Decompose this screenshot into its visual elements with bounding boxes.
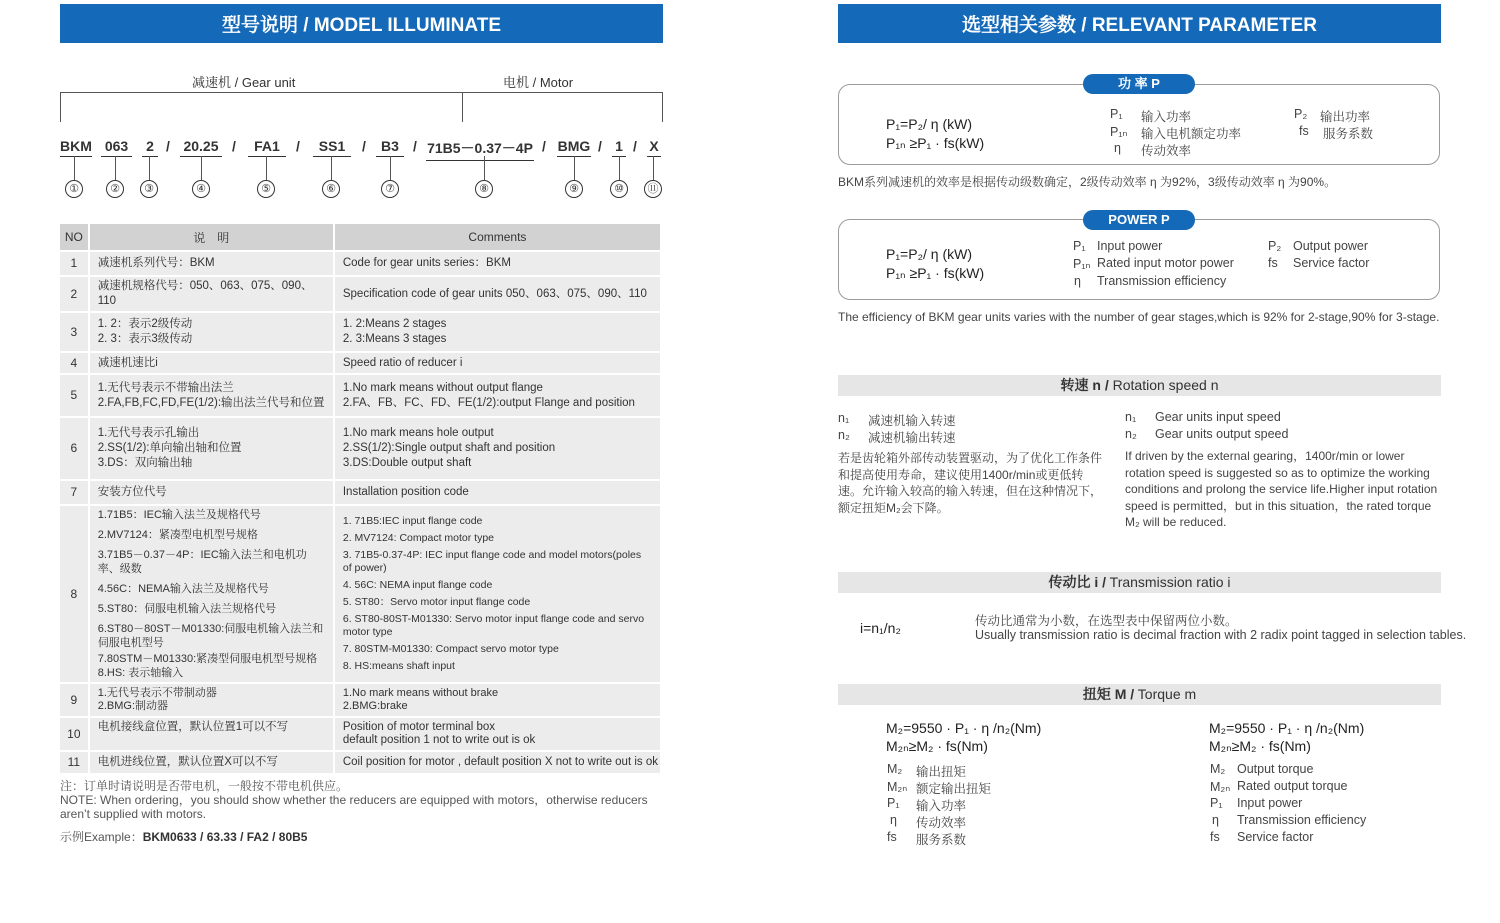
power-en-note: The efficiency of BKM gear units varies with the number of gear stages,which is 92% for 2-stage,90% for 3-stage. — [838, 310, 1440, 324]
row-cn: 1.71B5：IEC输入法兰及规格代号 2.MV7124：紧凑型电机型号规格 3.71B5－0.37－4P：IEC输入法兰和电机功率、级数 4.56C：NEMA输入法兰及规格代号 5.ST80：伺服电机输入法兰规格代号 6.ST80－80ST－M01330:伺服电机输入法兰和伺服电机型号 7.80STM－M01330:紧凑型伺服电机型号规格 8.HS: 表示轴输入 — [90, 506, 335, 684]
code-separator: / — [413, 138, 417, 154]
def-symbol: P₁ — [1210, 796, 1223, 810]
def-symbol: fs — [1268, 256, 1278, 270]
power-formula: P₁=P₂/ η (kW) — [886, 116, 973, 132]
def-text: 输出扭矩 — [916, 765, 967, 779]
row-no: 3 — [60, 313, 90, 353]
def-symbol: M₂ₙ — [1210, 780, 1231, 794]
code-separator: / — [542, 138, 546, 154]
def-symbol: M₂ — [1210, 762, 1226, 776]
motor-label: 电机 / Motor — [503, 75, 574, 90]
circled-number: ⑧ — [475, 180, 493, 198]
circled-number: ⑩ — [610, 180, 628, 198]
row-no: 9 — [60, 684, 90, 718]
power-formula: P₁ₙ ≥P₁ · fs(kW) — [886, 265, 985, 281]
row-cn: 安装方位代号 — [90, 481, 335, 506]
row-no: 5 — [60, 375, 90, 418]
def-text: 服务系数 — [916, 833, 967, 847]
table-row — [60, 252, 662, 277]
row-no: 4 — [60, 353, 90, 375]
def-symbol: M₂ — [887, 762, 903, 776]
def-text: Rated output torque — [1237, 779, 1348, 793]
power-formula: P₁ₙ ≥P₁ · fs(kW) — [886, 135, 985, 151]
def-text: Service factor — [1293, 256, 1370, 270]
code-segment: 71B5－0.37－4P — [426, 138, 534, 161]
def-symbol: n₂ — [838, 428, 850, 442]
code-separator: / — [362, 138, 366, 154]
rotation-speed-header: 转速 n / Rotation speed n — [838, 375, 1441, 396]
def-text: Output torque — [1237, 762, 1314, 776]
header-no: NO — [60, 224, 90, 252]
example-line — [60, 828, 307, 845]
def-text: 减速机输入转速 — [868, 414, 956, 428]
def-symbol: P₁ — [1073, 239, 1086, 253]
row-en: Speed ratio of reducer i — [335, 353, 662, 375]
code-separator: / — [232, 138, 236, 154]
row-cn: 1.无代号表示孔输出 2.SS(1/2):单向输出轴和位置 3.DS：双向输出轴 — [90, 418, 335, 481]
def-symbol: P₂ — [1268, 239, 1282, 253]
circled-number: ⑪ — [644, 180, 662, 198]
gear-unit-bracket — [60, 92, 463, 122]
row-no: 10 — [60, 718, 90, 752]
def-symbol: fs — [1210, 830, 1220, 844]
banner-title: 型号说明 / MODEL ILLUMINATE — [221, 15, 501, 36]
code-segment: B3 — [376, 138, 404, 157]
table-row — [60, 481, 662, 506]
def-text: 输出功率 — [1320, 110, 1371, 124]
model-illuminate-banner — [60, 4, 663, 43]
def-text: Output power — [1293, 239, 1369, 253]
def-text: Input power — [1097, 239, 1163, 253]
table-row — [60, 375, 662, 418]
header-en: Comments — [335, 224, 662, 252]
def-text: 额定输出扭矩 — [916, 782, 992, 796]
table-row — [60, 718, 662, 752]
code-segment: X — [647, 138, 661, 157]
torque-formula: M₂ₙ≥M₂ · fs(Nm) — [886, 738, 988, 754]
row-no: 2 — [60, 277, 90, 313]
note-en: NOTE: When ordering，you should show whether the reducers are equipped with motors，otherwise reducers aren’t supplied with motors. — [60, 793, 648, 821]
row-cn: 电机进线位置，默认位置X可以不写 — [90, 752, 335, 775]
def-symbol: n₂ — [1125, 427, 1137, 441]
row-no: 6 — [60, 418, 90, 481]
row-no: 7 — [60, 481, 90, 506]
table-row — [60, 353, 662, 375]
speed-paragraph-cn: 若是齿轮箱外部传动装置驱动，为了优化工作条件和提高使用寿命，建议使用1400r/min或更低转速。允许输入较高的输入转速，但在这种情况下，额定扭矩M₂会下降。 — [838, 451, 1103, 515]
row-no: 8 — [60, 506, 90, 684]
circled-number: ② — [106, 180, 124, 198]
code-segment: 1 — [612, 138, 626, 157]
def-symbol: fs — [887, 830, 897, 844]
code-segment: BMG — [557, 138, 591, 157]
row-cn: 1.无代号表示不带输出法兰 2.FA,FB,FC,FD,FE(1/2):输出法兰代号和位置 — [90, 375, 335, 418]
row-en: 1.No mark means without brake 2.BMG:brake — [335, 684, 662, 718]
def-symbol: P₁ₙ — [1110, 125, 1128, 139]
def-symbol: η — [1074, 274, 1081, 288]
row-cn: 1. 2：表示2级传动 2. 3：表示3级传动 — [90, 313, 335, 353]
code-separator: / — [633, 138, 637, 154]
code-segment: FA1 — [248, 138, 286, 157]
row-cn: 减速机速比i — [90, 353, 335, 375]
def-text: Transmission efficiency — [1097, 274, 1227, 288]
ratio-text-cn: 传动比通常为小数，在选型表中保留两位小数。 — [975, 614, 1238, 628]
table-header-row — [60, 224, 662, 252]
power-formula: P₁=P₂/ η (kW) — [886, 246, 973, 262]
row-en: Position of motor terminal box default position 1 not to write out is ok — [335, 718, 662, 752]
def-text: Gear units output speed — [1155, 427, 1289, 441]
row-en: Specification code of gear units 050、063、075、090、110 — [335, 277, 662, 313]
transmission-ratio-header: 传动比 i / Transmission ratio i — [838, 572, 1441, 593]
code-segment: 20.25 — [180, 138, 222, 157]
row-cn: 电机接线盒位置，默认位置1可以不写 — [90, 718, 335, 752]
def-symbol: P₁ₙ — [1073, 257, 1091, 271]
row-en: Installation position code — [335, 481, 662, 506]
def-text: Gear units input speed — [1155, 410, 1281, 424]
relevant-parameter-banner — [838, 4, 1441, 43]
ratio-formula: i=n₁/n₂ — [860, 620, 901, 636]
table-row — [60, 313, 662, 353]
torque-formula: M₂ₙ≥M₂ · fs(Nm) — [1209, 738, 1311, 754]
row-no: 11 — [60, 752, 90, 775]
row-no: 1 — [60, 252, 90, 277]
def-symbol: η — [890, 813, 897, 827]
circled-number: ⑤ — [257, 180, 275, 198]
row-en: Coil position for motor , default position X not to write out is ok — [335, 752, 662, 775]
note-cn: 注：订单时请说明是否带电机，一般按不带电机供应。 — [60, 779, 349, 793]
speed-paragraph-en: If driven by the external gearing，1400r/min or lower rotation speed is suggested so as to optimize the working conditions and prolong the service life.Higher input rotation speed is permitted，but in this situation，the rated torque M₂ will be reduced. — [1125, 449, 1438, 529]
code-segment: 063 — [101, 138, 132, 157]
circled-number: ④ — [192, 180, 210, 198]
def-symbol: fs — [1299, 124, 1309, 138]
def-symbol: P₂ — [1294, 107, 1308, 121]
def-symbol: n₁ — [838, 411, 850, 425]
table-row — [60, 752, 662, 775]
def-text: 输入功率 — [1141, 110, 1192, 124]
example-value: BKM0633 / 63.33 / FA2 / 80B5 — [142, 830, 308, 844]
row-cn: 减速机规格代号：050、063、075、090、110 — [90, 277, 335, 313]
table-row — [60, 506, 662, 684]
def-text: Transmission efficiency — [1237, 813, 1367, 827]
torque-formula: M₂=9550 · P₁ · η /n₂(Nm) — [1209, 720, 1365, 736]
table-row — [60, 277, 662, 313]
code-separator: / — [598, 138, 602, 154]
table-row — [60, 684, 662, 718]
def-symbol: η — [1114, 141, 1121, 155]
circled-number: ③ — [140, 180, 158, 198]
row-cn: 减速机系列代号：BKM — [90, 252, 335, 277]
code-segment: 2 — [142, 138, 158, 157]
def-text: 传动效率 — [916, 816, 967, 830]
def-text: 减速机输出转速 — [868, 431, 956, 445]
torque-formula: M₂=9550 · P₁ · η /n₂(Nm) — [886, 720, 1042, 736]
code-separator: / — [166, 138, 170, 154]
header-cn: 说 明 — [90, 224, 335, 252]
torque-header: 扭矩 M / Torque m — [838, 684, 1441, 705]
power-cn-note: BKM系列减速机的效率是根据传动级数确定，2级传动效率 η 为92%，3级传动效率 η 为90%。 — [838, 175, 1337, 189]
def-symbol: P₁ — [1110, 107, 1123, 121]
row-en: 1. 2:Means 2 stages 2. 3:Means 3 stages — [335, 313, 662, 353]
def-symbol: η — [1212, 813, 1219, 827]
def-text: Service factor — [1237, 830, 1314, 844]
row-en: 1.No mark means without output flange 2.FA、FB、FC、FD、FE(1/2):output Flange and position — [335, 375, 662, 418]
circled-number: ⑥ — [322, 180, 340, 198]
code-segment: SS1 — [313, 138, 351, 157]
motor-bracket — [462, 92, 663, 122]
row-en: 1.No mark means hole output 2.SS(1/2):Single output shaft and position 3.DS:Double output shaft — [335, 418, 662, 481]
code-segment: BKM — [60, 138, 92, 157]
def-text: 输入电机额定功率 — [1141, 127, 1242, 141]
power-cn-pill: 功 率 P — [1083, 74, 1195, 94]
def-text: 服务系数 — [1323, 127, 1374, 141]
def-symbol: P₁ — [887, 796, 900, 810]
circled-number: ⑨ — [565, 180, 583, 198]
model-description-table — [60, 224, 662, 775]
power-en-pill: POWER P — [1083, 210, 1195, 230]
def-symbol: M₂ₙ — [887, 780, 908, 794]
def-symbol: n₁ — [1125, 410, 1137, 424]
def-text: 输入功率 — [916, 799, 967, 813]
def-text: 传动效率 — [1141, 144, 1192, 158]
circled-number: ⑦ — [381, 180, 399, 198]
ratio-text-en: Usually transmission ratio is decimal fraction with 2 radix point tagged in selection tables. — [975, 628, 1467, 642]
def-text: Input power — [1237, 796, 1303, 810]
gear-unit-label: 减速机 / Gear unit — [192, 75, 296, 90]
row-cn: 1.无代号表示不带制动器 2.BMG:制动器 — [90, 684, 335, 718]
table-row — [60, 418, 662, 481]
example-label: 示例Example： — [60, 830, 143, 844]
circled-number: ① — [65, 180, 83, 198]
def-text: Rated input motor power — [1097, 256, 1234, 270]
row-en: Code for gear units series：BKM — [335, 252, 662, 277]
row-en: 1. 71B5:IEC input flange code 2. MV7124: Compact motor type 3. 71B5-0.37-4P: IEC input flange code and model motors(poles of power) 4. 56C: NEMA input flange code 5. ST80：Servo motor input flange code 6. ST80-80ST-M01330: Servo motor input flange code and servo motor type 7. 80STM-M01330: Compact servo motor type 8. HS:means shaft input — [335, 506, 662, 684]
code-separator: / — [296, 138, 300, 154]
banner-title: 选型相关参数 / RELEVANT PARAMETER — [961, 15, 1318, 36]
